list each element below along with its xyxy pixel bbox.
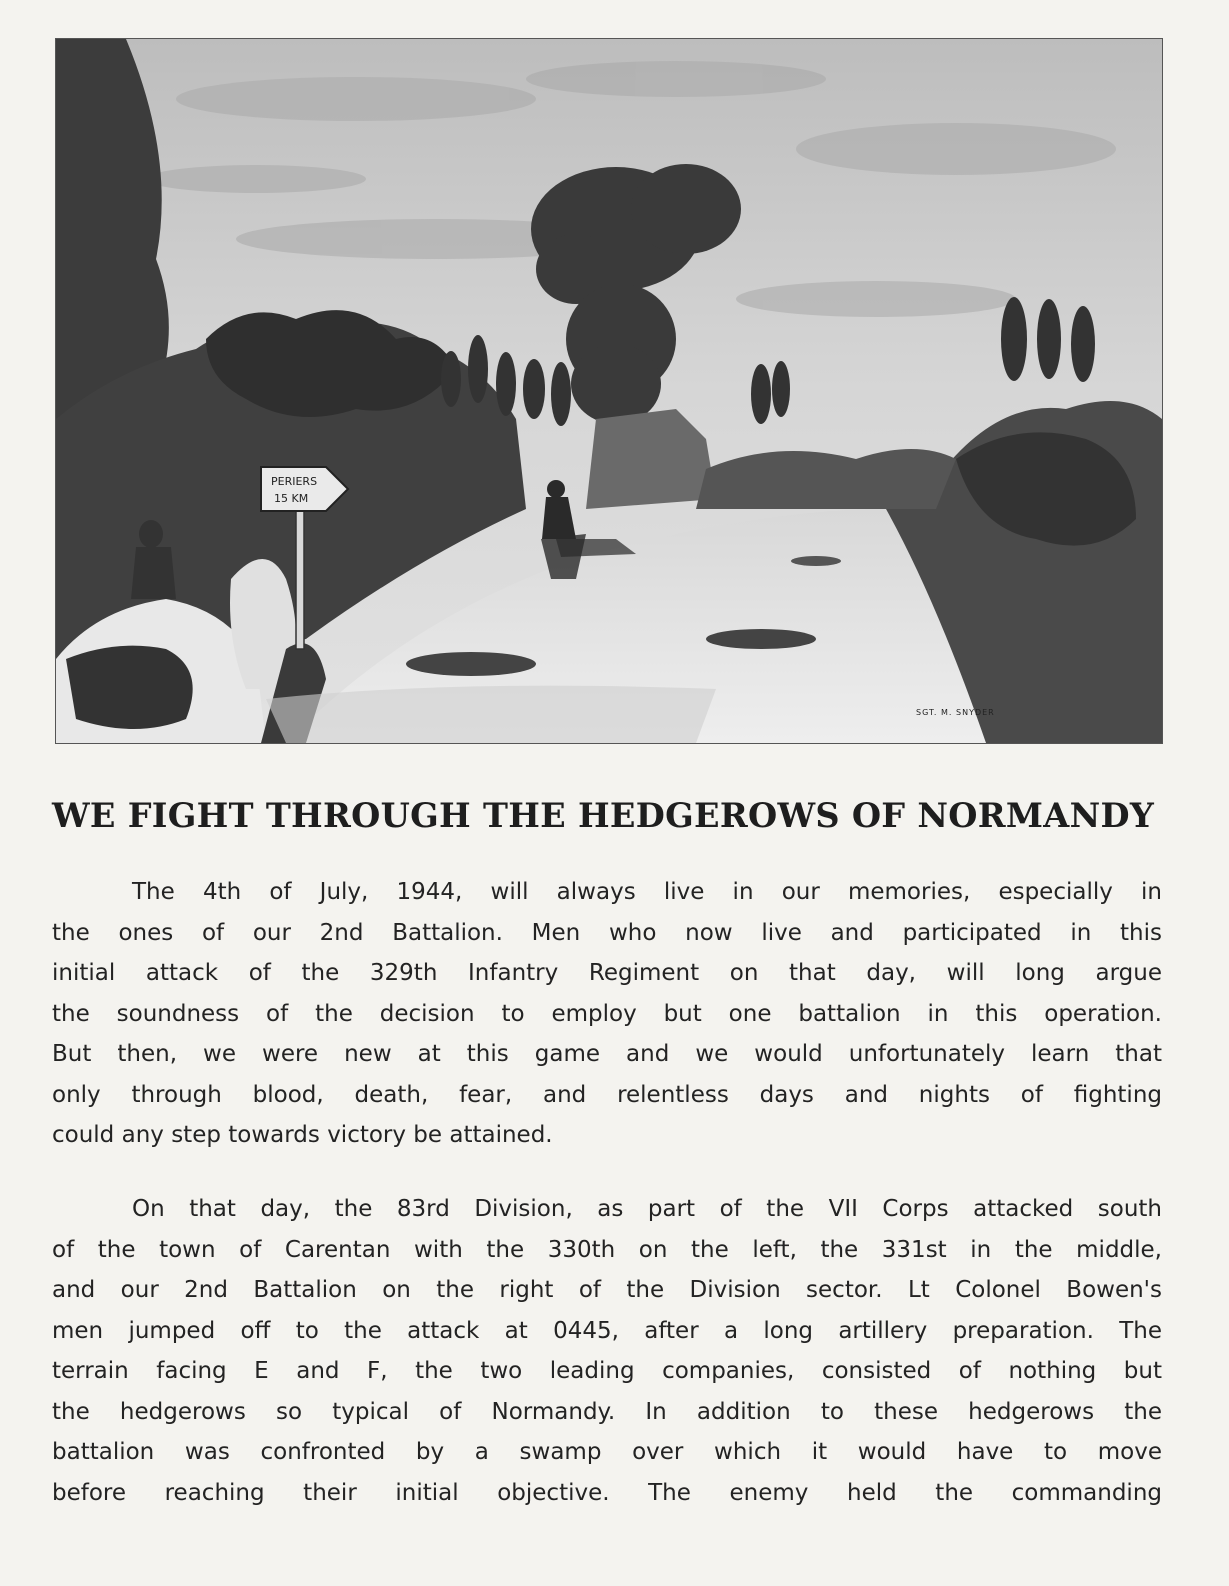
puddle	[406, 652, 536, 676]
signpost-line-2: 15 KM	[274, 492, 309, 505]
paragraph-2	[52, 1189, 1162, 1513]
text-line: the soundness of the decision to employ but one battalion in this operation.	[52, 1000, 1162, 1027]
hedgerow-illustration	[55, 38, 1163, 744]
watercolor-scene	[56, 39, 1162, 743]
text-line: The 4th of July, 1944, will always live in our memories, especially in	[132, 879, 1162, 905]
text-line: terrain facing E and F, the two leading companies, consisted of nothing but	[52, 1358, 1162, 1384]
text-line: On that day, the 83rd Division, as part of the VII Corps attacked south	[132, 1196, 1162, 1222]
artist-signature: SGT. M. SNYDER	[916, 708, 995, 717]
text-line: the hedgerows so typical of Normandy. In addition to these hedgerows the	[52, 1398, 1162, 1425]
page-title: WE FIGHT THROUGH THE HEDGEROWS OF NORMANDY	[52, 796, 1155, 835]
text-line: before reaching their initial objective. The enemy held the commanding	[52, 1479, 1162, 1506]
text-line: could any step towards victory be attained.	[52, 1122, 553, 1148]
signpost-line-1: PERIERS	[271, 475, 318, 488]
text-line: battalion was confronted by a swamp over which it would have to move	[52, 1439, 1162, 1465]
text-line: only through blood, death, fear, and relentless days and nights of fighting	[52, 1081, 1162, 1108]
puddle	[706, 629, 816, 649]
text-line: and our 2nd Battalion on the right of the Division sector. Lt Colonel Bowen's	[52, 1277, 1162, 1303]
text-line: of the town of Carentan with the 330th on the left, the 331st in the middle,	[52, 1236, 1162, 1263]
text-line: initial attack of the 329th Infantry Regiment on that day, will long argue	[52, 960, 1162, 986]
paragraph-1	[52, 872, 1162, 1156]
text-line: But then, we were new at this game and we would unfortunately learn that	[52, 1041, 1162, 1067]
text-line: men jumped off to the attack at 0445, after a long artillery preparation. The	[52, 1317, 1162, 1344]
text-line: the ones of our 2nd Battalion. Men who now live and participated in this	[52, 919, 1162, 946]
